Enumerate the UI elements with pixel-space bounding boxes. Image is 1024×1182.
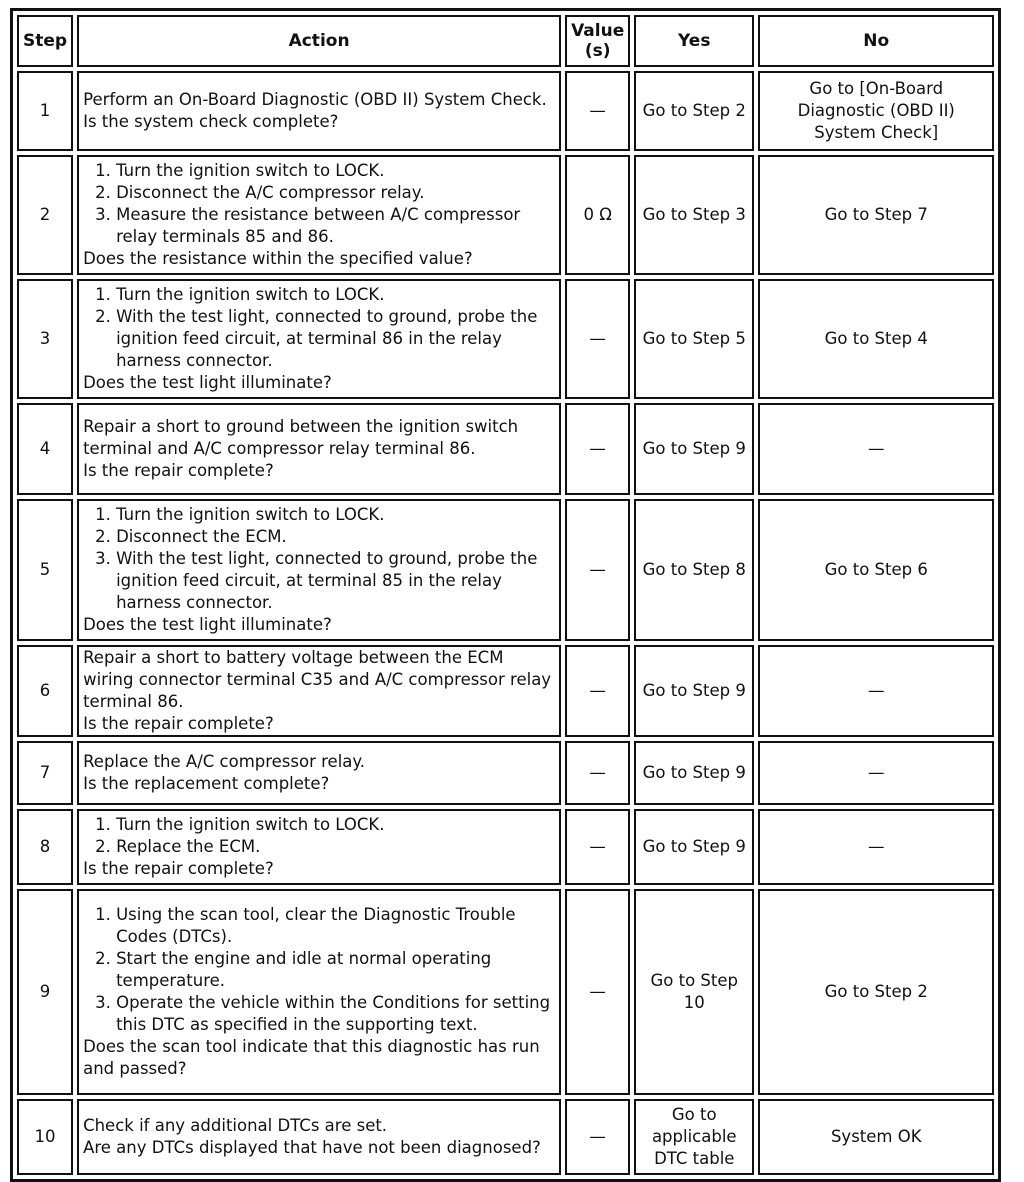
action-cell <box>77 155 561 275</box>
no-cell: Go to Step 2 <box>758 889 994 1095</box>
yes-cell: Go to applicable DTC table <box>634 1099 754 1175</box>
action-text: Perform an On-Board Diagnostic (OBD II) System Check. <box>83 90 547 109</box>
action-text: Are any DTCs displayed that have not been diagnosed? <box>83 1138 541 1157</box>
no-cell: Go to Step 4 <box>758 279 994 399</box>
value-cell: — <box>565 889 630 1095</box>
table-row <box>17 71 994 151</box>
action-step-item: 3. With the test light, connected to ground, probe the ignition feed circuit, at terminal 85 in the relay harness connector. <box>116 548 555 614</box>
step-number: 10 <box>17 1099 73 1175</box>
value-cell: 0 Ω <box>565 155 630 275</box>
yes-cell: Go to Step 5 <box>634 279 754 399</box>
value-cell: — <box>565 499 630 641</box>
value-cell: — <box>565 741 630 805</box>
action-question: Does the resistance within the specified value? <box>83 249 473 268</box>
step-number: 9 <box>17 889 73 1095</box>
yes-cell: Go to Step 9 <box>634 809 754 885</box>
action-steps-list <box>83 284 555 372</box>
action-step-item: 1. Turn the ignition switch to LOCK. <box>116 160 555 182</box>
action-cell <box>77 279 561 399</box>
table-row <box>17 499 994 641</box>
action-cell <box>77 71 561 151</box>
action-question: Is the replacement complete? <box>83 774 330 793</box>
action-step-item: 3. Operate the vehicle within the Conditions for setting this DTC as specified in the supporting text. <box>116 992 555 1036</box>
header-no: No <box>758 15 994 67</box>
table-row <box>17 279 994 399</box>
header-yes: Yes <box>634 15 754 67</box>
action-text: Repair a short to ground between the ignition switch terminal and A/C compressor relay terminal 86. <box>83 417 519 458</box>
diagnostic-table <box>10 8 1001 1182</box>
no-cell: — <box>758 645 994 737</box>
no-cell: — <box>758 403 994 495</box>
action-question: Does the test light illuminate? <box>83 373 332 392</box>
action-text: Check if any additional DTCs are set. <box>83 1116 388 1135</box>
action-question: Is the system check complete? <box>83 112 339 131</box>
step-number: 2 <box>17 155 73 275</box>
action-step-item: 2. Disconnect the ECM. <box>116 526 555 548</box>
value-cell: — <box>565 809 630 885</box>
table-row <box>17 741 994 805</box>
header-action: Action <box>77 15 561 67</box>
action-step-item: 2. Replace the ECM. <box>116 836 555 858</box>
step-number: 6 <box>17 645 73 737</box>
no-cell: Go to [On-Board Diagnostic (OBD II) System Check] <box>758 71 994 151</box>
action-question: Does the test light illuminate? <box>83 615 332 634</box>
action-cell <box>77 809 561 885</box>
value-cell: — <box>565 71 630 151</box>
yes-cell: Go to Step 10 <box>634 889 754 1095</box>
action-cell <box>77 645 561 737</box>
yes-cell: Go to Step 2 <box>634 71 754 151</box>
action-cell <box>77 403 561 495</box>
action-text: Repair a short to battery voltage between the ECM wiring connector terminal C35 and A/C compressor relay terminal 86. <box>83 648 552 711</box>
action-step-item: 2. Start the engine and idle at normal operating temperature. <box>116 948 555 992</box>
header-row <box>17 15 994 67</box>
header-step: Step <box>17 15 73 67</box>
action-cell <box>77 1099 561 1175</box>
table-row <box>17 1099 994 1175</box>
header-value: Value (s) <box>565 15 630 67</box>
action-cell <box>77 741 561 805</box>
action-cell <box>77 499 561 641</box>
step-number: 3 <box>17 279 73 399</box>
table-row <box>17 645 994 737</box>
action-step-item: 1. Turn the ignition switch to LOCK. <box>116 504 555 526</box>
yes-cell: Go to Step 9 <box>634 741 754 805</box>
action-step-item: 1. Using the scan tool, clear the Diagnostic Trouble Codes (DTCs). <box>116 904 555 948</box>
action-text: Replace the A/C compressor relay. <box>83 752 366 771</box>
action-question: Does the scan tool indicate that this diagnostic has run and passed? <box>83 1037 540 1078</box>
yes-cell: Go to Step 9 <box>634 645 754 737</box>
action-steps-list <box>83 814 555 858</box>
action-step-item: 3. Measure the resistance between A/C compressor relay terminals 85 and 86. <box>116 204 555 248</box>
action-question: Is the repair complete? <box>83 859 274 878</box>
no-cell: Go to Step 7 <box>758 155 994 275</box>
value-cell: — <box>565 645 630 737</box>
step-number: 4 <box>17 403 73 495</box>
value-cell: — <box>565 279 630 399</box>
action-step-item: 1. Turn the ignition switch to LOCK. <box>116 284 555 306</box>
step-number: 1 <box>17 71 73 151</box>
yes-cell: Go to Step 9 <box>634 403 754 495</box>
no-cell: System OK <box>758 1099 994 1175</box>
yes-cell: Go to Step 3 <box>634 155 754 275</box>
yes-cell: Go to Step 8 <box>634 499 754 641</box>
table-row <box>17 889 994 1095</box>
action-steps-list <box>83 904 555 1036</box>
action-steps-list <box>83 160 555 248</box>
table-row <box>17 155 994 275</box>
value-cell: — <box>565 1099 630 1175</box>
table-row <box>17 403 994 495</box>
action-question: Is the repair complete? <box>83 461 274 480</box>
step-number: 7 <box>17 741 73 805</box>
value-cell: — <box>565 403 630 495</box>
no-cell: Go to Step 6 <box>758 499 994 641</box>
step-number: 5 <box>17 499 73 641</box>
action-step-item: 1. Turn the ignition switch to LOCK. <box>116 814 555 836</box>
step-number: 8 <box>17 809 73 885</box>
action-step-item: 2. Disconnect the A/C compressor relay. <box>116 182 555 204</box>
action-cell <box>77 889 561 1095</box>
table-row <box>17 809 994 885</box>
action-step-item: 2. With the test light, connected to ground, probe the ignition feed circuit, at terminal 86 in the relay harness connector. <box>116 306 555 372</box>
no-cell: — <box>758 741 994 805</box>
no-cell: — <box>758 809 994 885</box>
action-question: Is the repair complete? <box>83 714 274 733</box>
table-body <box>17 71 994 1175</box>
action-steps-list <box>83 504 555 614</box>
